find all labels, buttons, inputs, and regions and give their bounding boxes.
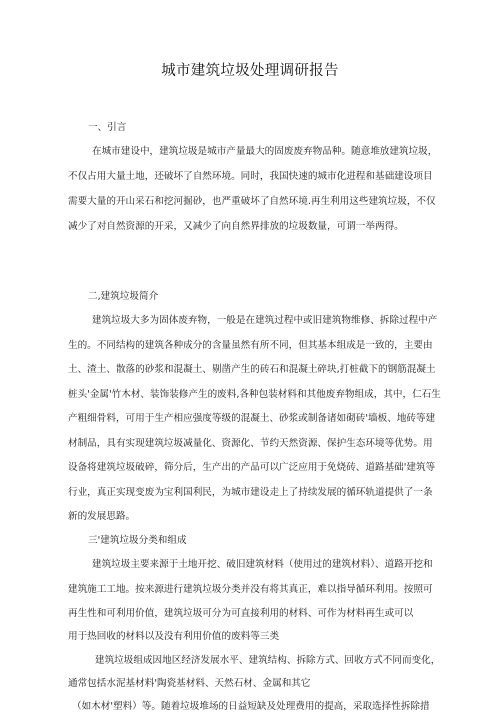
paragraph-line: 桩头'金属'竹木材、装饰装修产生的废料,各种包装材料和其他废弃物组成，其中，仁石生 — [68, 389, 441, 400]
paragraph-line: 行业，真正实现变废为宝利国利民，为城市建设走上了持续发展的循环轨道提供了一条 — [68, 487, 433, 498]
paragraph-line: 建筑施工工地。按来源进行建筑垃圾分类并没有将其真正，难以指导循环利用。按照可 — [68, 584, 433, 595]
section-heading-introduction: 一、引言 — [88, 122, 127, 133]
paragraph-line: （如木材'塑料）等。随着垃圾堆场的日益短缺及处理费用的提高，采取选择性拆除措 — [72, 701, 430, 712]
paragraph-line: 在城市建设中，建筑垃圾是城市产量最大的固废废弃物品种。随意堆放建筑垃圾， — [92, 146, 438, 157]
paragraph-line: 建筑垃圾组成因地区经济发展水平、建筑结构、拆除方式、回收方式不同而变化， — [95, 655, 441, 666]
paragraph-line: 减少了对自然资源的开采，又减少了向自然界排放的垃圾数量，可谓一举两得。 — [68, 221, 404, 232]
section-heading-overview: 二,建筑垃圾简介 — [88, 291, 159, 302]
paragraph-line: 不仅占用大量土地，还破坏了自然环境。同时，我国快速的城市化进程和基础建设项目 — [68, 171, 433, 182]
paragraph-line: 用于热回收的材料以及没有利用价值的废料等三类 — [68, 631, 280, 642]
paragraph-line: 建筑垃圾大多为固体废弃物，一般是在建筑过程中或旧建筑物维修、拆除过程中产 — [92, 315, 438, 326]
paragraph-line: 土、渣土、散落的砂浆和混凝土、剔凿产生的砖石和混凝土碎块,打桩截下的钢筋混凝土 — [68, 364, 436, 375]
report-title: 城市建筑垃圾处理调研报告 — [161, 63, 339, 79]
paragraph-line: 需要大量的开山采石和挖河掘砂，也严重破坏了自然环境.再生利用这些建筑垃圾，不仅 — [68, 196, 436, 207]
paragraph-line: 设备将建筑垃圾破碎，筛分后，生产出的产品可以广泛应用于免烧砖、道路基础'建筑等 — [68, 462, 436, 473]
paragraph-line: 产粗细骨料，可用于生产相应强度等级的混凝土、砂浆或制备诸如砌砖'墙板、地砖等建 — [68, 413, 436, 424]
paragraph-line: 建筑垃圾主要来源于土地开挖、破旧建筑材料（使用过的建筑材料）、道路开挖和 — [92, 559, 433, 570]
paragraph-line: 材制品，具有实现建筑垃圾减量化、资源化、节约天然资源、保护生态环境等优势。用 — [68, 438, 433, 449]
paragraph-line: 生的。不同结构的建筑各种成分的含量虽然有所不同，但其基本组成是一致的，主要由 — [68, 340, 433, 351]
section-heading-classification: 三'建筑垃圾分类和组成 — [88, 535, 187, 546]
paragraph-line: 新的发展思路。 — [68, 511, 136, 522]
paragraph-line: 通常包括水泥基材料'陶瓷基材料、天然石材、金属和其它 — [68, 678, 311, 689]
paragraph-line: 再生性和可利用价值，建筑垃圾可分为可直接利用的材料、可作为材料再生或可以 — [68, 608, 414, 619]
